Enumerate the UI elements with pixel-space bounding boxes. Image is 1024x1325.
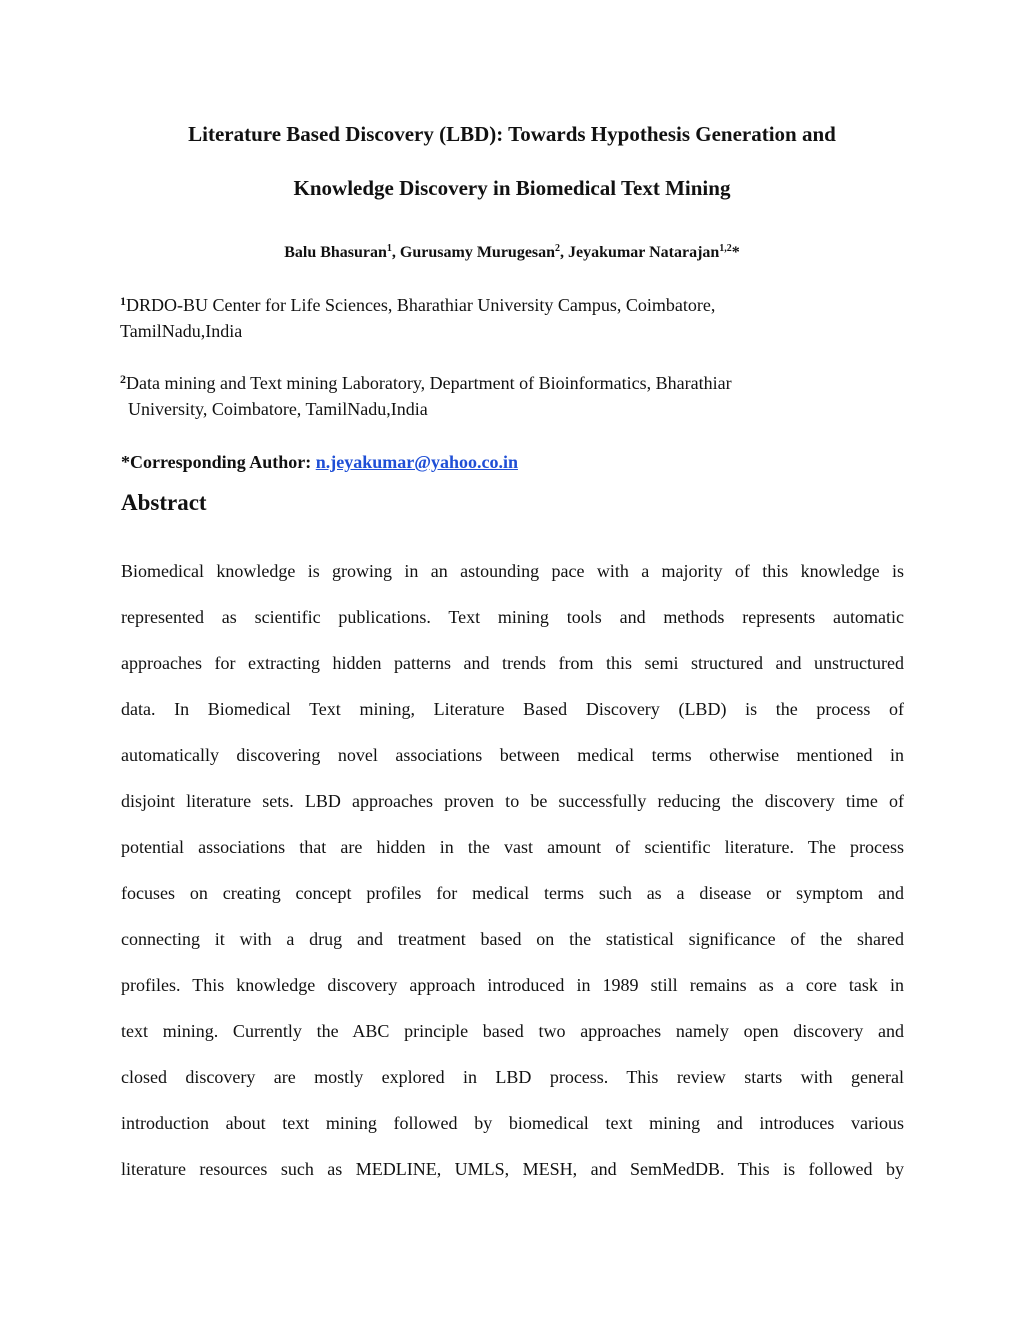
abstract-line: approaches for extracting hidden patterns and trends from this semi structured and unstructured xyxy=(121,653,904,673)
abstract-line: Biomedical knowledge is growing in an astounding pace with a majority of this knowledge is xyxy=(121,561,904,581)
affiliation-1 xyxy=(120,292,910,344)
abstract-line: closed discovery are mostly explored in LBD process. This review starts with general xyxy=(121,1067,904,1087)
affiliation-number: 2 xyxy=(120,372,126,386)
affiliation-number: 1 xyxy=(120,294,126,308)
author-separator: , xyxy=(391,244,400,261)
affiliation-text: TamilNadu,India xyxy=(120,321,243,341)
author-separator: * xyxy=(731,244,740,261)
author-list xyxy=(100,242,924,264)
author-name: Jeyakumar Natarajan xyxy=(568,244,720,261)
abstract-line: literature resources such as MEDLINE, UMLS, MESH, and SemMedDB. This is followed by xyxy=(121,1159,904,1179)
affiliation-text: Data mining and Text mining Laboratory, Department of Bioinformatics, Bharathiar xyxy=(126,373,732,393)
abstract-line: connecting it with a drug and treatment based on the statistical significance of the shared xyxy=(121,929,904,949)
affiliation-text: DRDO-BU Center for Life Sciences, Bharathiar University Campus, Coimbatore, xyxy=(126,295,716,315)
abstract-line: automatically discovering novel associations between medical terms otherwise mentioned in xyxy=(121,745,904,765)
abstract-line: potential associations that are hidden in the vast amount of scientific literature. The process xyxy=(121,837,904,857)
corresponding-author xyxy=(121,450,518,474)
paper-title-line-1: Literature Based Discovery (LBD): Towards Hypothesis Generation and xyxy=(188,122,836,146)
corresponding-author-label: *Corresponding Author: xyxy=(121,452,316,472)
abstract-line: text mining. Currently the ABC principle based two approaches namely open discovery and xyxy=(121,1021,904,1041)
author-name: Balu Bhasuran xyxy=(284,244,387,261)
paper-title-line-2: Knowledge Discovery in Biomedical Text Mining xyxy=(293,176,731,200)
abstract-line: data. In Biomedical Text mining, Literature Based Discovery (LBD) is the process of xyxy=(121,699,904,719)
author-name: Gurusamy Murugesan xyxy=(399,244,556,261)
author-affiliation-mark: 1 xyxy=(386,243,392,254)
corresponding-author-email-link[interactable]: n.jeyakumar@yahoo.co.in xyxy=(315,452,518,472)
abstract-line: profiles. This knowledge discovery approach introduced in 1989 still remains as a core task in xyxy=(121,975,904,995)
abstract-line: disjoint literature sets. LBD approaches proven to be successfully reducing the discovery time of xyxy=(121,791,904,811)
affiliation-text: University, Coimbatore, TamilNadu,India xyxy=(128,399,428,419)
author-affiliation-mark: 1,2 xyxy=(719,243,732,254)
author-affiliation-mark: 2 xyxy=(555,243,561,254)
abstract-body xyxy=(121,548,904,1192)
abstract-line: introduction about text mining followed by biomedical text mining and introduces various xyxy=(121,1113,904,1133)
abstract-line: focuses on creating concept profiles for medical terms such as a disease or symptom and xyxy=(121,883,904,903)
abstract-heading: Abstract xyxy=(121,490,207,515)
author-separator: , xyxy=(560,244,569,261)
abstract-line: represented as scientific publications. Text mining tools and methods represents automatic xyxy=(121,607,904,627)
affiliation-2 xyxy=(120,370,910,422)
